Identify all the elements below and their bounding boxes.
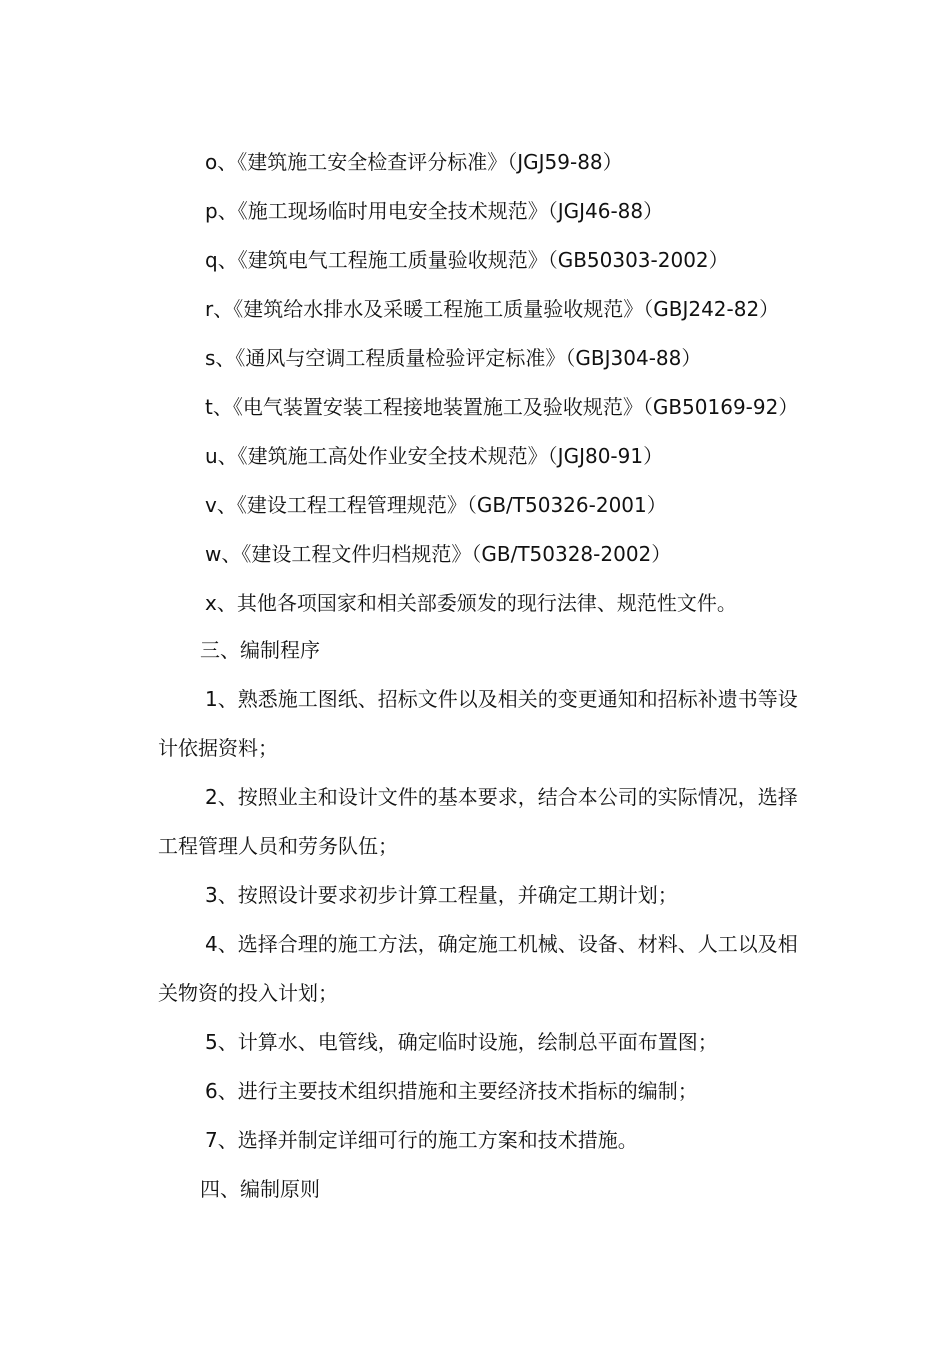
reference-item-w: w、《建设工程文件归档规范》（GB/T50328-2002） <box>205 542 672 566</box>
step-5-line-1: 5、计算水、电管线，确定临时设施，绘制总平面布置图； <box>205 1030 718 1054</box>
reference-item-o: o、《建筑施工安全检查评分标准》（JGJ59-88） <box>205 150 623 174</box>
reference-item-q: q、《建筑电气工程施工质量验收规范》（GB50303-2002） <box>205 248 729 272</box>
reference-item-s: s、《通风与空调工程质量检验评定标准》（GBJ304-88） <box>205 346 702 370</box>
reference-item-u: u、《建筑施工高处作业安全技术规范》（JGJ80-91） <box>205 444 664 468</box>
reference-item-v: v、《建设工程工程管理规范》（GB/T50326-2001） <box>205 493 667 517</box>
section-heading-principles: 四、编制原则 <box>200 1177 320 1201</box>
reference-item-r: r、《建筑给水排水及采暖工程施工质量验收规范》（GBJ242-82） <box>205 297 780 321</box>
step-4-line-1: 4、选择合理的施工方法，确定施工机械、设备、材料、人工以及相 <box>205 932 798 956</box>
step-6-line-1: 6、进行主要技术组织措施和主要经济技术指标的编制； <box>205 1079 698 1103</box>
step-2-line-2: 工程管理人员和劳务队伍； <box>158 834 398 858</box>
reference-item-t: t、《电气装置安装工程接地装置施工及验收规范》（GB50169-92） <box>205 395 799 419</box>
step-3-line-1: 3、按照设计要求初步计算工程量，并确定工期计划； <box>205 883 678 907</box>
reference-item-p: p、《施工现场临时用电安全技术规范》（JGJ46-88） <box>205 199 664 223</box>
step-2-line-1: 2、按照业主和设计文件的基本要求，结合本公司的实际情况，选择 <box>205 785 798 809</box>
step-1-line-1: 1、熟悉施工图纸、招标文件以及相关的变更通知和招标补遗书等设 <box>205 687 798 711</box>
step-4-line-2: 关物资的投入计划； <box>158 981 338 1005</box>
step-7-line-1: 7、选择并制定详细可行的施工方案和技术措施。 <box>205 1128 638 1152</box>
step-1-line-2: 计依据资料； <box>158 736 278 760</box>
section-heading-procedure: 三、编制程序 <box>200 638 320 662</box>
reference-item-x: x、其他各项国家和相关部委颁发的现行法律、规范性文件。 <box>205 591 737 615</box>
